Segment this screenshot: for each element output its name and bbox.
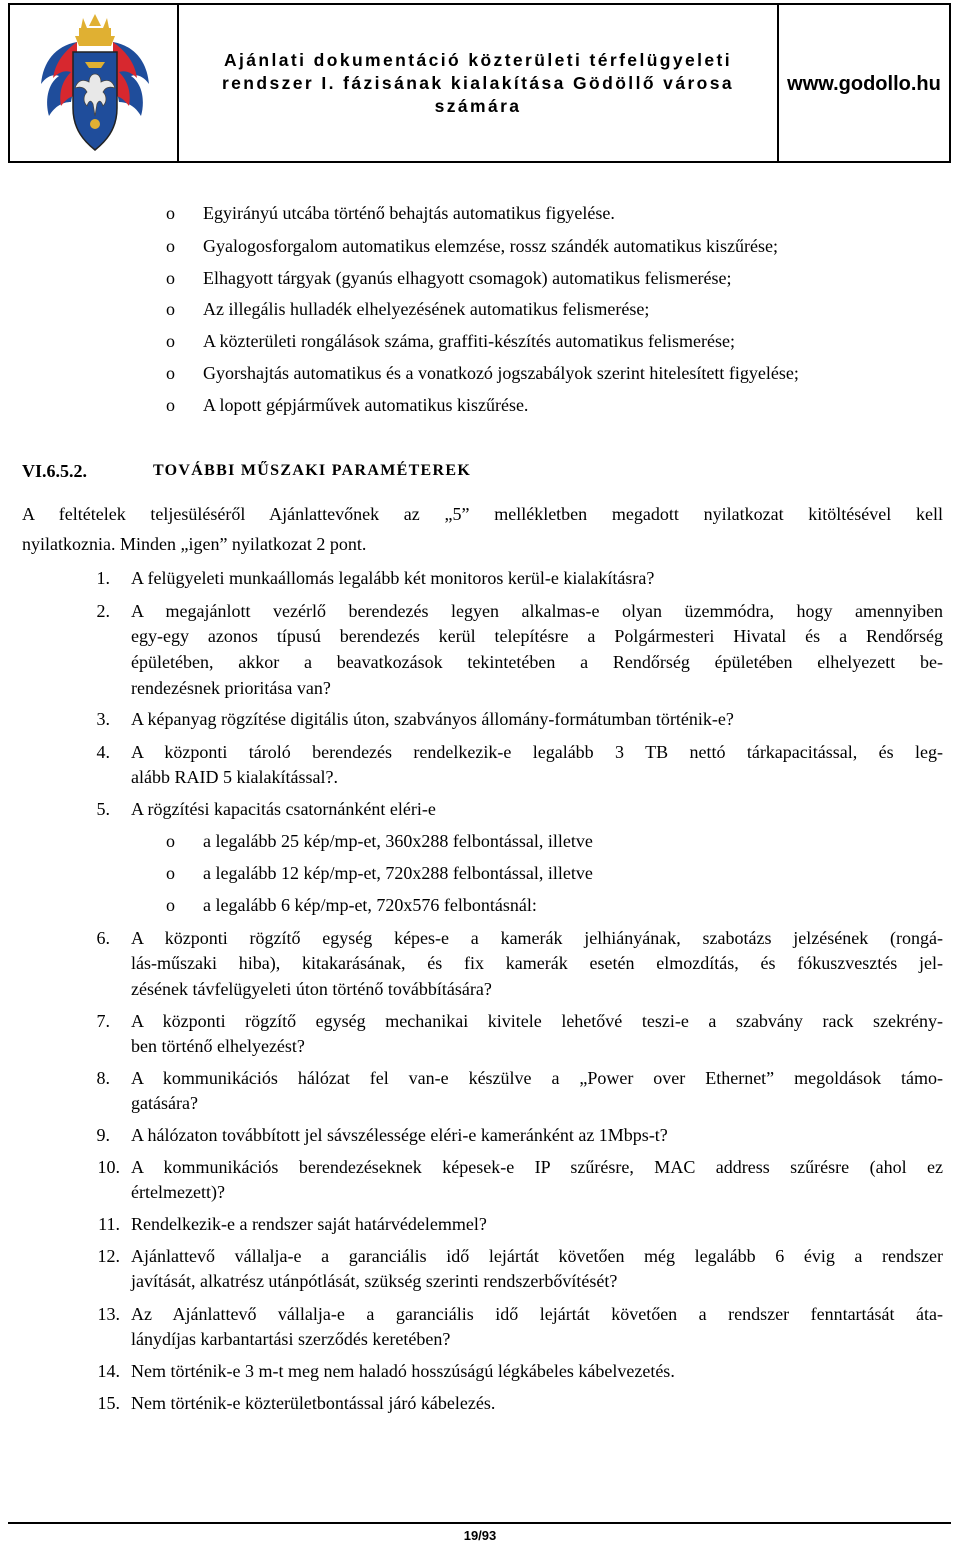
- sub-list-item: a legalább 25 kép/mp-et, 360x288 felbontással, illetve: [203, 831, 593, 851]
- item-number: 4.: [96, 742, 110, 762]
- bullet-marker: o: [166, 268, 175, 288]
- list-item: A hálózaton továbbított jel sávszélessége eléri-e kameránként az 1Mbps-t?: [131, 1125, 668, 1145]
- list-item: javítását, alkatrész utánpótlását, szükség szerinti rendszerbővítését?: [131, 1271, 618, 1291]
- list-item: alább RAID 5 kialakítással?.: [131, 767, 338, 787]
- footer-rule: [8, 1522, 951, 1524]
- list-item: lánydíjas karbantartási szerződés keretében?: [131, 1329, 451, 1349]
- list-item: A központi rögzítő egység képes-e a kamerák jelhiányának, szabotázs jelzésének (rongá-: [131, 928, 943, 948]
- bullet-marker: o: [166, 203, 175, 223]
- item-number: 3.: [96, 709, 110, 729]
- list-item: rendezésnek prioritása van?: [131, 678, 331, 698]
- item-number: 13.: [97, 1304, 120, 1324]
- bullet-marker: o: [166, 299, 175, 319]
- list-item: Nem történik-e közterületbontással járó kábelezés.: [131, 1393, 496, 1413]
- list-item: épületében, akkor a beavatkozások tekintetében a Rendőrség épületében elhelyezett be-: [131, 652, 943, 672]
- bullet-marker: o: [166, 895, 175, 915]
- list-item: A kommunikációs hálózat fel van-e készülve a „Power over Ethernet” megoldások támo-: [131, 1068, 943, 1088]
- list-item: Ajánlattevő vállalja-e a garanciális idő lejártát követően még legalább 6 évig a rendszer: [131, 1246, 943, 1266]
- list-item: A rögzítési kapacitás csatornánként eléri-e: [131, 799, 436, 819]
- bullet-marker: o: [166, 831, 175, 851]
- item-number: 2.: [96, 601, 110, 621]
- list-item: A központi rögzítő egység mechanikai kivitele lehetővé teszi-e a szabvány rack szekrény-: [131, 1011, 943, 1031]
- bullet-marker: o: [166, 363, 175, 383]
- bullet-marker: o: [166, 236, 175, 256]
- item-number: 12.: [97, 1246, 120, 1266]
- section-title: TOVÁBBI MŰSZAKI PARAMÉTEREK: [153, 462, 472, 479]
- item-number: 10.: [97, 1157, 120, 1177]
- item-number: 11.: [98, 1214, 120, 1234]
- list-item: Nem történik-e 3 m-t meg nem haladó hosszúságú légkábeles kábelvezetés.: [131, 1361, 675, 1381]
- list-item: ben történő elhelyezést?: [131, 1036, 305, 1056]
- list-item: A felügyeleti munkaállomás legalább két monitoros kerül-e kialakításra?: [131, 568, 655, 588]
- list-item: egy-egy azonos típusú berendezés kerül telepítésre a Polgármesteri Hivatal és a Rendőrség: [131, 626, 943, 646]
- list-item: Gyalogosforgalom automatikus elemzése, rossz szándék automatikus kiszűrése;: [203, 236, 779, 256]
- list-item: A képanyag rögzítése digitális úton, szabványos állomány-formátumban történik-e?: [131, 709, 734, 729]
- website-link[interactable]: www.godollo.hu: [787, 73, 941, 95]
- intro-line: A feltételek teljesüléséről Ajánlattevőnek az „5” mellékletben megadott nyilatkozat kitöltésével kell: [22, 504, 943, 524]
- list-item: Rendelkezik-e a rendszer saját határvédelemmel?: [131, 1214, 487, 1234]
- section-number: VI.6.5.2.: [22, 461, 88, 481]
- list-item: Elhagyott tárgyak (gyanús elhagyott csomagok) automatikus felismerése;: [203, 268, 732, 288]
- item-number: 5.: [96, 799, 110, 819]
- list-item: A megajánlott vezérlő berendezés legyen alkalmas-e olyan üzemmódra, hogy amennyiben: [131, 601, 943, 621]
- bullet-marker: o: [166, 331, 175, 351]
- bullet-marker: o: [166, 395, 175, 415]
- item-number: 6.: [96, 928, 110, 948]
- list-item: Az illegális hulladék elhelyezésének automatikus felismerése;: [203, 299, 650, 319]
- item-number: 9.: [96, 1125, 110, 1145]
- list-item: Gyorshajtás automatikus és a vonatkozó jogszabályok szerint hitelesített figyelése;: [203, 363, 799, 383]
- item-number: 15.: [97, 1393, 120, 1413]
- page-header: [8, 3, 951, 163]
- intro-line: nyilatkoznia. Minden „igen” nyilatkozat 2 pont.: [22, 534, 367, 554]
- document-title: Ajánlati dokumentáció közterületi térfelügyeleti rendszer I. fázisának kialakítása Gödöllő városa számára: [221, 50, 735, 116]
- list-item: A központi tároló berendezés rendelkezik-e legalább 3 TB nettó tárkapacitással, és leg-: [131, 742, 943, 762]
- list-item: Egyirányú utcába történő behajtás automatikus figyelése.: [203, 203, 615, 223]
- website-cell: [777, 3, 951, 163]
- list-item: A kommunikációs berendezéseknek képesek-e IP szűrésre, MAC address szűrésre (ahol ez: [131, 1157, 943, 1177]
- page-number: 19/93: [463, 1528, 497, 1543]
- list-item: A közterületi rongálások száma, graffiti-készítés automatikus felismerése;: [203, 331, 735, 351]
- sub-list-item: a legalább 6 kép/mp-et, 720x576 felbontásnál:: [203, 895, 537, 915]
- list-item: A lopott gépjárművek automatikus kiszűrése.: [203, 395, 529, 415]
- item-number: 8.: [96, 1068, 110, 1088]
- logo-cell: [8, 3, 179, 163]
- document-title-cell: [177, 3, 779, 163]
- list-item: zésének távfelügyeleti úton történő továbbítására?: [131, 979, 492, 999]
- list-item: gatására?: [131, 1093, 198, 1113]
- list-item: lás-műszaki hiba), kitakarásának, és fix kamerák esetén elmozdítás, és fókuszvesztés jel-: [131, 953, 943, 973]
- item-number: 7.: [96, 1011, 110, 1031]
- item-number: 14.: [97, 1361, 120, 1381]
- city-coat-of-arms-icon: [37, 12, 153, 158]
- list-item: értelmezett)?: [131, 1182, 225, 1202]
- list-item: Az Ajánlattevő vállalja-e a garanciális idő lejártát követően a rendszer fenntartását áta-: [131, 1304, 943, 1324]
- sub-list-item: a legalább 12 kép/mp-et, 720x288 felbontással, illetve: [203, 863, 593, 883]
- bullet-marker: o: [166, 863, 175, 883]
- item-number: 1.: [96, 568, 110, 588]
